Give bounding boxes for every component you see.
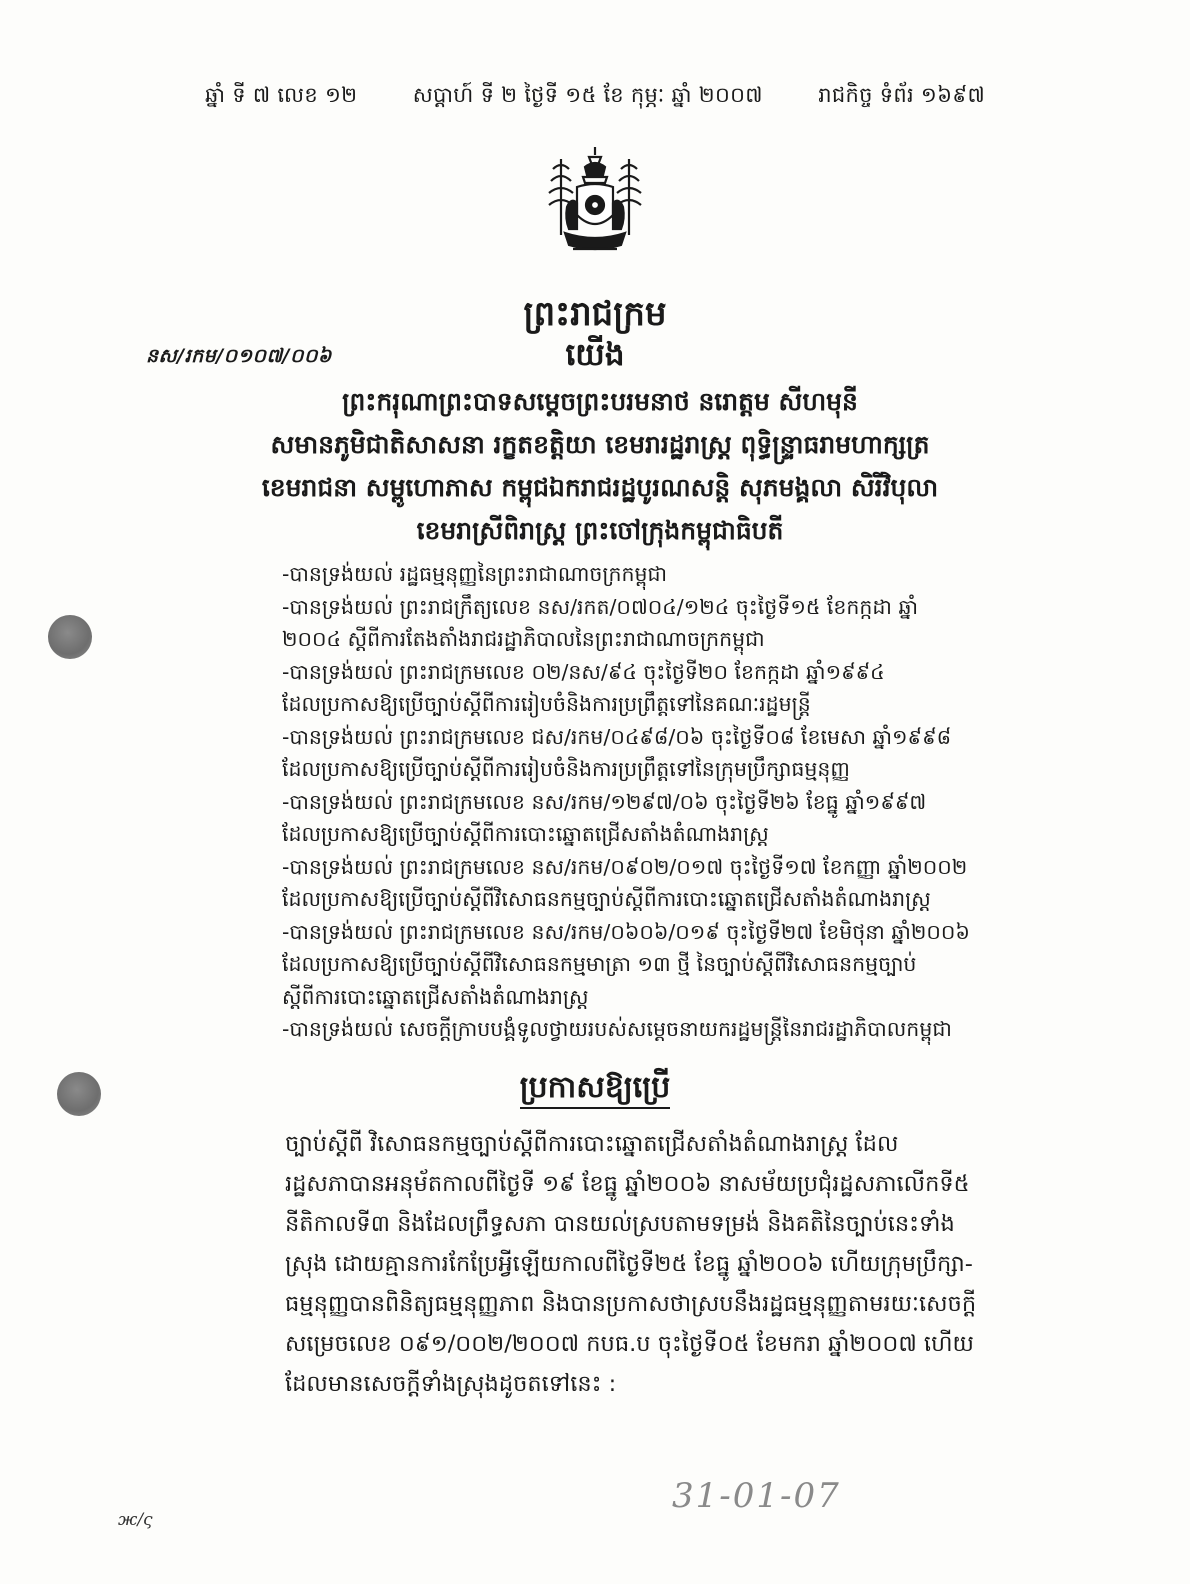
body-line: ស្រុង ដោយគ្មានការកែប្រែអ្វីឡើយកាលពីថ្ងៃទី២៥ ខែធ្នូ ឆ្នាំ២០០៦ ហើយក្រុមប្រឹក្សា- (285, 1251, 973, 1277)
consideration-item (282, 591, 992, 656)
consideration-line: ដែលប្រកាសឱ្យប្រើច្បាប់ស្តីពីការបោះឆ្នោតជ្រើសតាំងតំណាងរាស្ត្រ (282, 822, 769, 846)
body-line: ច្បាប់ស្តីពី វិសោធនកម្មច្បាប់ស្តីពីការបោះឆ្នោតជ្រើសតាំងតំណាងរាស្ត្រ ដែល (285, 1131, 899, 1157)
consideration-line: ដែលប្រកាសឱ្យប្រើច្បាប់ស្តីពីការរៀបចំនិងការប្រព្រឹត្តទៅនៃក្រុមប្រឹក្សាធម្មនុញ្ញ (282, 757, 850, 781)
consideration-item (282, 786, 992, 851)
consideration-line: -បានទ្រង់យល់ ព្រះរាជក្រមលេខ នស/រកម/០៩០២/០១៧ ចុះថ្ងៃទី១៧ ខែកញ្ញា ឆ្នាំ២០០២ (282, 854, 968, 879)
body-line: នីតិកាលទី៣ និងដែលព្រឹទ្ធសភា បានយល់ស្របតាមទម្រង់ និងគតិនៃច្បាប់នេះទាំង (285, 1211, 955, 1237)
king-title-line: ខេមរាស្រីពិរាស្ត្រ ព្រះចៅក្រុងកម្ពុជាធិបតី (416, 516, 784, 545)
royal-coat-of-arms-icon (543, 145, 647, 257)
king-title-line: ព្រះករុណាព្រះបាទសម្តេចព្រះបរមនាថ នរោត្តម សីហមុនី (342, 387, 858, 416)
king-title-block (190, 380, 1010, 552)
consideration-line: ស្តីពីការបោះឆ្នោតជ្រើសតាំងតំណាងរាស្ត្រ (282, 984, 589, 1009)
consideration-line: -បានទ្រង់យល់ ព្រះរាជក្រឹត្យលេខ នស/រកត/០៧០៤/១២៤ ចុះថ្ងៃទី១៥ ខែកក្កដា ឆ្នាំ (282, 594, 918, 619)
consideration-line: -បានទ្រង់យល់ ព្រះរាជក្រមលេខ ០២/នស/៩៤ ចុះថ្ងៃទី២០ ខែកក្កដា ឆ្នាំ១៩៩៤ (282, 659, 885, 684)
consideration-line: -បានទ្រង់យល់ រដ្ឋធម្មនុញ្ញនៃព្រះរាជាណាចក្រកម្ពុជា (282, 562, 668, 586)
handwritten-date: 31-01-07 (672, 1476, 841, 1516)
body-line: សម្រេចលេខ ០៩១/០០២/២០០៧ កបធ.ប ចុះថ្ងៃទី០៥ ខែមករា ឆ្នាំ២០០៧ ហើយ (285, 1331, 974, 1357)
consideration-item (282, 558, 992, 591)
king-title-line: សមានភូមិជាតិសាសនា រក្ខតខត្តិយា ខេមរារដ្ឋរាស្ត្រ ពុទ្ធិន្ទ្រាធរាមហាក្សត្រ (270, 430, 930, 459)
body-line: រដ្ឋសភាបានអនុម័តកាលពីថ្ងៃទី ១៩ ខែធ្នូ ឆ្នាំ២០០៦ នាសម័យប្រជុំរដ្ឋសភាលើកទី៥ (285, 1171, 970, 1197)
decree-reference-number: នស/រកម/០១០៧/០០៦ (146, 345, 332, 367)
considerations-list (282, 558, 992, 1046)
gazette-header (205, 82, 985, 113)
consideration-line: ដែលប្រកាសឱ្យប្រើច្បាប់ស្តីពីវិសោធនកម្មមាត្រា ១៣ ថ្មី នៃច្បាប់ស្តីពីវិសោធនកម្មច្បាប់ (282, 952, 917, 976)
body-line: ធម្មនុញ្ញបានពិនិត្យធម្មនុញ្ញភាព និងបានប្រកាសថាស្របនឹងរដ្ឋធម្មនុញ្ញតាមរយៈសេចក្តី (285, 1291, 977, 1317)
promulgate-title (0, 1068, 1190, 1112)
consideration-item (282, 721, 992, 786)
decree-title: ព្រះរាជក្រម (523, 294, 667, 334)
decree-we: យើង (565, 337, 625, 373)
consideration-line: ២០០៤ ស្តីពីការតែងតាំងរាជរដ្ឋាភិបាលនៃព្រះរាជាណាចក្រកម្ពុជា (282, 627, 765, 651)
consideration-item (282, 656, 992, 721)
header-gazette-page: រាជកិច្ច ទំព័រ ១៦៩៧ (818, 83, 985, 107)
consideration-line: ដែលប្រកាសឱ្យប្រើច្បាប់ស្តីពីការរៀបចំនិងការប្រព្រឹត្តទៅនៃគណៈរដ្ឋមន្ត្រី (282, 692, 811, 716)
margin-note: ж/ς (118, 1510, 153, 1530)
consideration-line: -បានទ្រង់យល់ ព្រះរាជក្រមលេខ ជស/រកម/០៤៩៨/០៦ ចុះថ្ងៃទី០៨ ខែមេសា ឆ្នាំ១៩៩៨ (282, 724, 952, 749)
consideration-line: -បានទ្រង់យល់ ព្រះរាជក្រមលេខ នស/រកម/១២៩៧/០៦ ចុះថ្ងៃទី២៦ ខែធ្នូ ឆ្នាំ១៩៩៧ (282, 789, 927, 814)
promulgation-body (285, 1124, 985, 1404)
consideration-line: -បានទ្រង់យល់ សេចក្តីក្រាបបង្គំទូលថ្វាយរបស់សម្តេចនាយករដ្ឋមន្ត្រីនៃរាជរដ្ឋាភិបាលកម្ពុជា (282, 1017, 952, 1041)
body-line: ដែលមានសេចក្តីទាំងស្រុងដូចតទៅនេះ : (285, 1371, 617, 1397)
consideration-line: -បានទ្រង់យល់ ព្រះរាជក្រមលេខ នស/រកម/០៦០៦/០១៩ ចុះថ្ងៃទី២៧ ខែមិថុនា ឆ្នាំ២០០៦ (282, 919, 970, 944)
header-year-issue: ឆ្នាំ ទី ៧ លេខ ១២ (205, 83, 358, 107)
header-week-date: សប្តាហ៍ ទី ២ ថ្ងៃទី ១៥ ខែ កុម្ភៈ ឆ្នាំ ២០០៧ (412, 83, 763, 107)
consideration-item (282, 851, 992, 916)
consideration-line: ដែលប្រកាសឱ្យប្រើច្បាប់ស្តីពីវិសោធនកម្មច្បាប់ស្តីពីការបោះឆ្នោតជ្រើសតាំងតំណាងរាស្ត្រ (282, 887, 931, 911)
king-title-line: ខេមរាជនា សម្ពូហោភាស កម្ពុជឯករាជរដ្ឋបូរណសន្តិ សុភមង្គលា សិរីវិបុលា (261, 473, 939, 502)
promulgate-title-text: ប្រកាសឱ្យប្រើ (520, 1070, 671, 1109)
punch-hole-top (48, 615, 92, 659)
consideration-item (282, 916, 992, 1014)
consideration-item (282, 1013, 992, 1046)
